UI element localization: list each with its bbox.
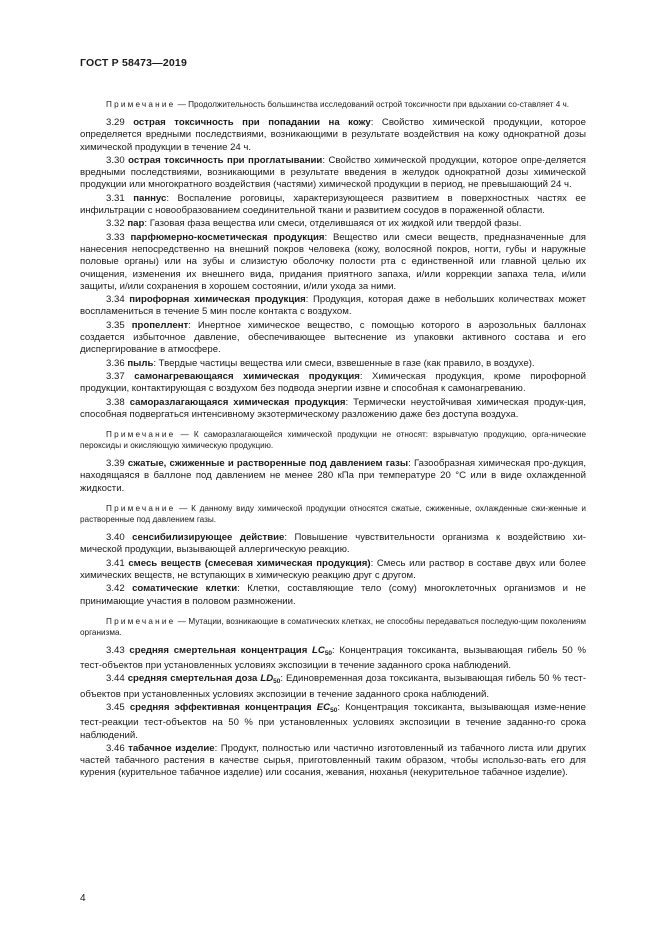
term-definition: : Газовая фаза вещества или смеси, отделившаяся от их жидкой или твердой фазы. [144, 218, 522, 230]
term-name: табачное изделие [128, 742, 215, 754]
term-definition: : Клетки, составляющие тело (сому) многоклеточных организмов и не принимающие участия в половом размножении. [80, 583, 586, 607]
term-definition: : Вещество или смеси веществ, предназначенные для нанесения непосредственно на внешний покров человека (кожу, волосяной покров, ногти, губы и наружные половые органы) или на зубы и слизистую оболочку полости рта с единственной или главной целью их очищения, изменения их внешнего вида, придания приятного запаха, и/или коррекции запаха тела, и/или защиты, и/или сохранения в хорошем состоянии, и/или ухода за ними. [80, 231, 587, 292]
term-definition: : Термически неустойчивая химическая продук-ция, способная подвергаться интенсивному экзотермическому разложению даже без доступа воздуха. [80, 396, 586, 420]
term-symbol: $LC_{50}$ [312, 644, 333, 657]
term-name: острая токсичность при проглатывании [128, 154, 323, 166]
term-name: самонагревающаяся химическая продукция [134, 370, 360, 382]
term-name: сенсибилизирующее действие [132, 532, 285, 544]
note-self-reactive [80, 429, 586, 451]
term-definition: : Инертное химическое вещество, с помощью которого в аэрозольных баллонах создается избыточное давление, обеспечивающее вытеснение из упаковки активного состава и его диспергирование в атмосфере. [80, 319, 586, 356]
term-3-46: 3.46 табачное изделие: Продукт, полностью или частично изготовленный из табачного листа или других частей табачного растения в качестве сырья, приготовленный таким образом, чтобы использо-вать его для курения (курительное табачное изделие) или сосания, жевания, нюханья (некурительное табачное изделие). [80, 742, 586, 779]
term-definition: : Продукт, полностью или частично изготовленный из табачного листа или других частей табачного растения в качестве сырья, приготовленный таким образом, чтобы использо-вать его для курения (курительное табачное изделие) или сосания, жевания, нюханья (некурительное табачное изделие). [80, 742, 586, 779]
term-definition: : Свойство химической продукции, которое определяется вредными последствиями, возникающими в результате воздействия на кожу однократной дозы химической продукции в течение 24 ч. [80, 117, 586, 153]
term-definition: : Концентрация токсиканта, вызывающая гибель 50 % тест-объектов при установленных условиях экспозиции в течение заданного срока наблюдений. [80, 644, 586, 672]
term-definition: : Продукция, которая даже в небольших количествах может воспламениться в течение 5 мин после контакта с воздухом. [80, 294, 587, 318]
note-text: — К данному виду химической продукции относятся сжатые, сжиженные, охлажденные сжи-женные и растворенные под давлением газы. [80, 504, 586, 525]
term-3-36: 3.36 пыль: Твердые частицы вещества или смеси, взвешенные в газе (как правило, в воздухе). [106, 357, 535, 369]
term-definition: : Химическая продукция, кроме пирофорной продукции, контактирующая с воздухом без подвода энергии извне и способная к самонагреванию. [80, 370, 586, 395]
term-3-45: 3.45 средняя эффективная концентрация $EC_{50}$: Концентрация токсиканта, вызывающая изме-нение тест-реакции тест-объектов на 50 % при установленных условиях экспозиции в течение заданно-го срока наблюдений. [80, 701, 586, 741]
term-3-34: 3.34 пирофорная химическая продукция: Продукция, которая даже в небольших количествах может воспламениться в течение 5 мин после контакта с воздухом. [80, 294, 587, 318]
term-3-29: 3.29 острая токсичность при попадании на кожу: Свойство химической продукции, которое определяется вредными последствиями, возникающими в результате воздействия на кожу однократной дозы химической продукции в течение 24 ч. [80, 117, 586, 153]
term-definition: : Воспаление роговицы, характеризующееся развитием в поверхностных частях ее инфильтрации с новообразованием соединительной ткани и развитием сосудов в пораженной области. [80, 192, 586, 217]
term-3-39: 3.39 сжатые, сжиженные и растворенные под давлением газы: Газообразная химическая про-дукция, находящаяся в баллоне под давлением не менее 280 кПа при температуре 20 °C или в виде охлажденной жидкости. [80, 458, 586, 494]
term-definition: : Твердые частицы вещества или смеси, взвешенные в газе (как правило, в воздухе). [153, 357, 535, 369]
term-definition: : Повышение чувствительности организма к воздействию хи-мической продукции, вызывающей аллергическую реакцию. [80, 532, 586, 556]
term-3-35: 3.35 пропеллент: Инертное химическое вещество, с помощью которого в аэрозольных баллонах создается избыточное давление, обеспечивающее вытеснение из упаковки активного состава и его диспергирование в атмосфере. [80, 319, 586, 356]
term-name: саморазлагающаяся химическая продукция [129, 396, 346, 408]
term-name: смесь веществ (смесевая химическая продукция) [128, 557, 371, 569]
term-name: пирофорная химическая продукция [129, 294, 306, 306]
term-3-41: 3.41 смесь веществ (смесевая химическая продукция): Смесь или раствор в составе двух или более химических веществ, не вступающих в химическую реакцию друг с другом. [80, 557, 586, 581]
term-3-43: 3.43 средняя смертельная концентрация $LC_{50}$: Концентрация токсиканта, вызывающая гибель 50 % тест-объектов при установленных условиях экспозиции в течение заданного срока наблюдений. [80, 644, 586, 672]
note-label: Примечание [106, 504, 176, 514]
note-text: — К саморазлагающейся химической продукции не относят: взрывчатую продукцию, орга-нические пероксиды и окисляющую химическую продукцию. [80, 430, 586, 451]
term-name: парфюмерно-косметическая продукция [130, 231, 325, 243]
term-name: пар [127, 218, 145, 230]
document-header: ГОСТ Р 58473—2019 [80, 57, 188, 69]
term-symbol: $LD_{50}$ [260, 673, 281, 686]
document-body [80, 99, 586, 781]
note-somatic [80, 616, 586, 638]
term-name: острая токсичность при попадании на кожу [133, 117, 371, 128]
term-definition: : Свойство химической продукции, которое опре-деляется вредными последствиями, возникающими в результате введения в желудок однократной дозы химической продукции или многократного воздействия (частями) химической продукции в период, не превышающий 24 ч. [80, 154, 586, 191]
note-text: — Мутации, возникающие в соматических клетках, не способны передаваться последую-щим поколениям организма. [80, 616, 586, 637]
term-name: пыль [127, 357, 154, 369]
term-name: средняя эффективная концентрация [129, 701, 312, 713]
term-definition: : Газообразная химическая про-дукция, находящаяся в баллоне под давлением не менее 280 кПа при температуре 20 °C или в виде охлажденной жидкости. [80, 458, 586, 494]
term-name: средняя смертельная доза [127, 673, 258, 685]
note-label: Примечание [106, 616, 176, 626]
note-label: Примечание [106, 430, 176, 440]
note-text: — Продолжительность большинства исследований острой токсичности при вдыхании со-ставляет 4 ч. [175, 100, 570, 109]
term-definition: : Смесь или раствор в составе двух или более химических веществ, не вступающих в химическую реакцию друг с другом. [80, 557, 586, 581]
term-3-32: 3.32 пар: Газовая фаза вещества или смеси, отделившаяся от их жидкой или твердой фазы. [106, 218, 522, 230]
term-3-42: 3.42 соматические клетки: Клетки, составляющие тело (сому) многоклеточных организмов и не принимающие участия в половом размножении. [80, 583, 586, 607]
term-name: сжатые, сжиженные и растворенные под давлением газы [127, 458, 409, 470]
term-3-30: 3.30 острая токсичность при проглатывании: Свойство химической продукции, которое опре-деляется вредными последствиями, возникающими в результате введения в желудок однократной дозы химической продукции или многократного воздействия (частями) химической продукции в период, не превышающий 24 ч. [80, 154, 586, 191]
term-3-44: 3.44 средняя смертельная доза $LD_{50}$: Единовременная доза токсиканта, вызывающая гибель 50 % тест-объектов при установленных условиях экспозиции в течение заданного срока наблюдений. [80, 673, 587, 700]
term-3-33: 3.33 парфюмерно-косметическая продукция: Вещество или смеси веществ, предназначенные для нанесения непосредственно на внешний покров человека (кожу, волосяной покров, ногти, губы и наружные половые органы) или на зубы и слизистую оболочку полости рта с единственной или главной целью их очищения, изменения их внешнего вида, придания приятного запаха, и/или коррекции запаха тела, и/или защиты, и/или сохранения в хорошем состоянии, и/или ухода за ними. [80, 231, 587, 292]
term-3-31: 3.31 паннус: Воспаление роговицы, характеризующееся развитием в поверхностных частях ее инфильтрации с новообразованием соединительной ткани и развитием сосудов в пораженной области. [80, 192, 586, 217]
term-symbol: $EC_{50}$ [316, 701, 338, 714]
page-number: 4 [80, 893, 86, 904]
term-name: пропеллент [131, 319, 189, 331]
term-name: соматические клетки [132, 583, 238, 595]
term-3-40: 3.40 сенсибилизирующее действие: Повышение чувствительности организма к воздействию хи-мической продукции, вызывающей аллергическую реакцию. [80, 532, 586, 556]
term-definition: : Единовременная доза токсиканта, вызывающая гибель 50 % тест-объектов при установленных условиях экспозиции в течение заданного срока наблюдений. [80, 673, 587, 700]
term-3-37: 3.37 самонагревающаяся химическая продукция: Химическая продукция, кроме пирофорной продукции, контактирующая с воздухом без подвода энергии извне и способная к самонагреванию. [80, 370, 586, 395]
term-definition: : Концентрация токсиканта, вызывающая изме-нение тест-реакции тест-объектов на 50 % при установленных условиях экспозиции в течение заданно-го срока наблюдений. [80, 701, 586, 741]
note-label: Примечание [106, 100, 176, 109]
term-3-38: 3.38 саморазлагающаяся химическая продукция: Термически неустойчивая химическая продук-ция, способная подвергаться интенсивному экзотермическому разложению даже без доступа воздуха. [80, 396, 586, 420]
term-name: средняя смертельная концентрация [129, 644, 308, 656]
note-gases [80, 503, 586, 525]
term-name: паннус [133, 192, 167, 204]
note-inhalation [80, 99, 586, 110]
